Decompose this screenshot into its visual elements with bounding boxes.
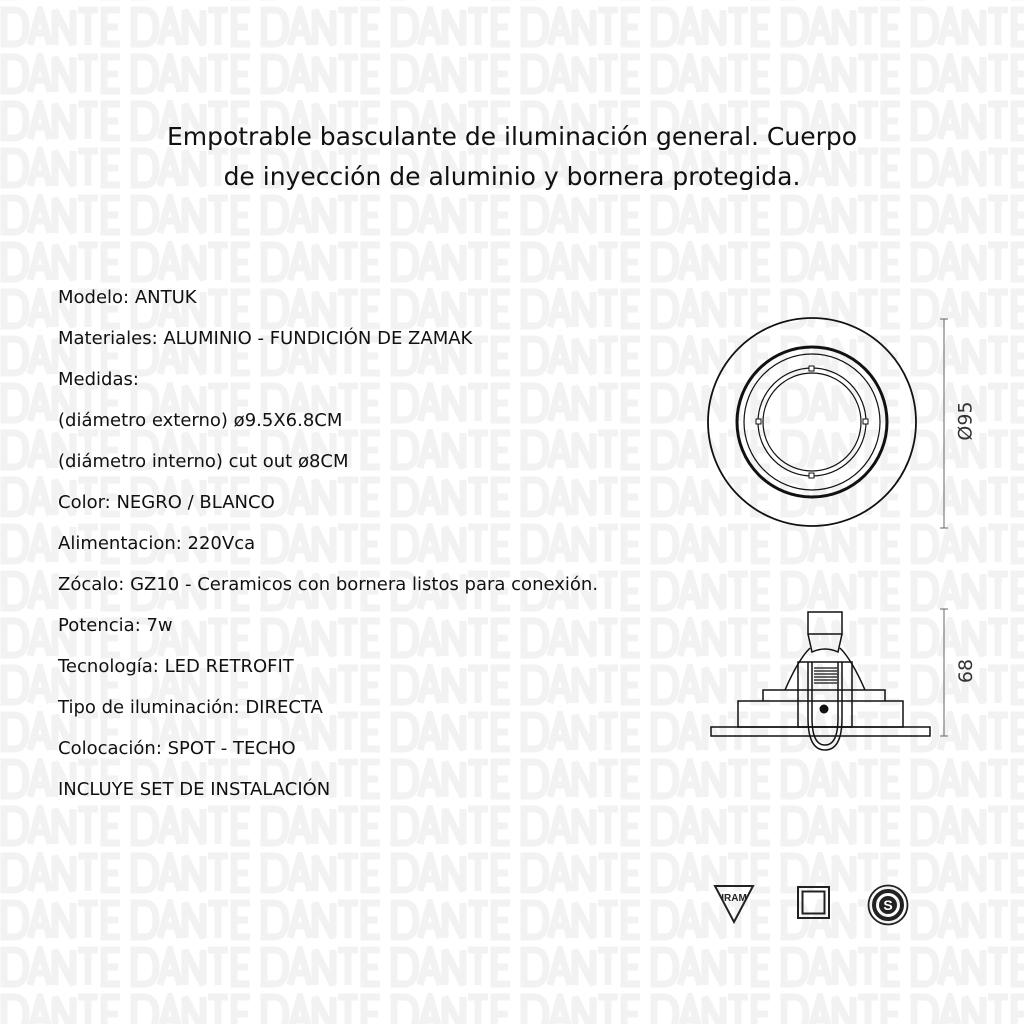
outer-rim [708, 318, 916, 526]
class-ii-logo [796, 885, 832, 921]
spec-lighting-type: Tipo de iluminación: DIRECTA [58, 697, 323, 718]
spec-list [58, 287, 598, 820]
iram-logo [712, 880, 758, 926]
spec-outer-diameter: (diámetro externo) ø9.5X6.8CM [58, 410, 343, 431]
upper-step [763, 690, 885, 701]
spring-coil [814, 668, 837, 683]
side-view-svg [700, 600, 990, 760]
rivet [820, 705, 829, 714]
top-view-svg [700, 310, 990, 540]
inner-ring [744, 354, 880, 490]
spec-color: Color: NEGRO / BLANCO [58, 492, 275, 513]
iram-logo-text: IRAM [721, 893, 747, 904]
spec-technology: Tecnología: LED RETROFIT [58, 656, 294, 677]
description-line-2: de inyección de aluminio y bornera protegida. [223, 162, 801, 191]
spec-model: Modelo: ANTUK [58, 287, 197, 308]
diameter-dimension-label: Ø95 [954, 401, 977, 441]
s-seal-logo [866, 883, 910, 927]
height-dimension-label: 68 [955, 658, 978, 684]
flange [711, 727, 930, 736]
spec-measures-heading: Medidas: [58, 369, 139, 390]
lamp-neck [808, 634, 842, 652]
spec-cutout: (diámetro interno) cut out ø8CM [58, 451, 349, 472]
product-description [100, 117, 924, 197]
spec-power-supply: Alimentacion: 220Vca [58, 533, 256, 554]
lower-body [738, 701, 903, 727]
side-view-drawing [700, 600, 990, 760]
s-seal-text: S [883, 897, 893, 913]
certification-logos [712, 880, 922, 930]
spec-placement: Colocación: SPOT - TECHO [58, 738, 296, 759]
lamp-cap-top [808, 612, 842, 634]
description-line-1: Empotrable basculante de iluminación general. Cuerpo [166, 122, 858, 151]
spec-socket: Zócalo: GZ10 - Ceramicos con bornera listos para conexión. [58, 574, 599, 595]
spec-includes: INCLUYE SET DE INSTALACIÓN [58, 779, 331, 800]
top-view-drawing [700, 310, 990, 540]
spec-materials: Materiales: ALUMINIO - FUNDICIÓN DE ZAMAK [58, 328, 473, 349]
spec-wattage: Potencia: 7w [58, 615, 173, 636]
clip-body [798, 662, 852, 727]
clip-ring-inner [763, 373, 861, 471]
clip-ring-outer [758, 368, 866, 476]
retainer-tabs [756, 366, 868, 478]
